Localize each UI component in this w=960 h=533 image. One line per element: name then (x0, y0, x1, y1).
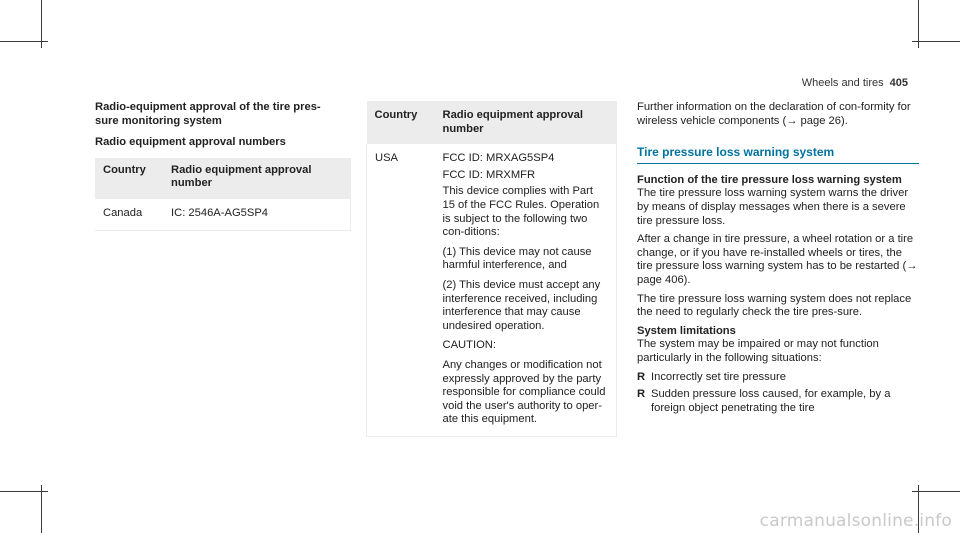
crop-mark-tr-h (912, 41, 960, 42)
declaration-note: Further information on the declaration of con-formity for wireless vehicle components (→ page 26). (637, 101, 911, 127)
caution-label: CAUTION: (442, 339, 496, 352)
cell-approval-number: IC: 2546A-AG5SP4 (163, 199, 351, 230)
fcc-compliance: This device complies with Part 15 of the FCC Rules. Operation is subject to the following two con-ditions: (442, 185, 600, 239)
header-section-title: Wheels and tires (801, 77, 884, 89)
approval-heading: Radio-equipment approval of the tire pres- sure monitoring system (95, 101, 321, 127)
table-header-approval: Radio equipment approval number (163, 158, 351, 199)
canada-approval-table (95, 158, 351, 231)
limitations-paragraph: The system may be impaired or may not function particularly in the following situations: (637, 338, 879, 364)
limitations-heading: System limitations (637, 324, 736, 337)
crop-mark-bl-h (0, 491, 48, 492)
cell-approval-text (435, 144, 617, 436)
crop-mark-br-h (912, 491, 960, 492)
bullet-icon: R (637, 370, 646, 383)
approval-subheading: Radio equipment approval numbers (95, 136, 286, 149)
caution-text: Any changes or modification not expressly approved by the party responsible for compliance could void the user's authority to oper-ate this equipment. (442, 358, 606, 426)
function-paragraph-1: The tire pressure loss warning system warns the driver by means of display messages when there is a severe tire pressure loss. (637, 187, 909, 227)
usa-approval-table (366, 101, 617, 437)
function-paragraph-3: The tire pressure loss warning system does not replace the need to regularly check the tire pres-sure. (637, 292, 912, 319)
limitations-list (637, 371, 919, 416)
fcc-id-1: FCC ID: MRXAG5SP4 (442, 152, 555, 165)
condition-2: (2) This device must accept any interference received, including interference that may cause undesired operation. (442, 278, 601, 332)
cell-country: USA (367, 144, 435, 436)
column-right (637, 101, 919, 419)
crop-mark-bl-v (41, 485, 42, 533)
table-header-approval: Radio equipment approval number (435, 101, 617, 144)
cell-country: Canada (103, 206, 143, 219)
crop-mark-tl-h (0, 41, 48, 42)
list-item: R Sudden pressure loss caused, for example, by a foreign object penetrating the tire (637, 388, 891, 414)
fcc-id-2: FCC ID: MRXMFR (442, 168, 536, 181)
column-middle (366, 101, 617, 437)
table-row (367, 144, 617, 436)
condition-1: (1) This device may not cause harmful interference, and (442, 245, 592, 272)
bullet-icon: R (637, 388, 646, 401)
column-left (95, 101, 351, 231)
section-rule (637, 163, 919, 164)
list-item: R Incorrectly set tire pressure (637, 370, 786, 383)
table-header-country: Country (95, 158, 163, 199)
running-header (802, 77, 908, 91)
section-title: Tire pressure loss warning system (637, 145, 835, 160)
watermark: carmanualsonline.info (759, 511, 952, 532)
function-paragraph-2: After a change in tire pressure, a wheel rotation or a tire change, or if you have re-installed wheels or tires, the tire pressure loss warning system has to be restarted (→ page 406). (637, 233, 918, 286)
function-heading: Function of the tire pressure loss warning system (637, 173, 902, 186)
page-number: 405 (889, 77, 908, 89)
table-header-country: Country (367, 101, 435, 144)
table-row (95, 199, 351, 230)
